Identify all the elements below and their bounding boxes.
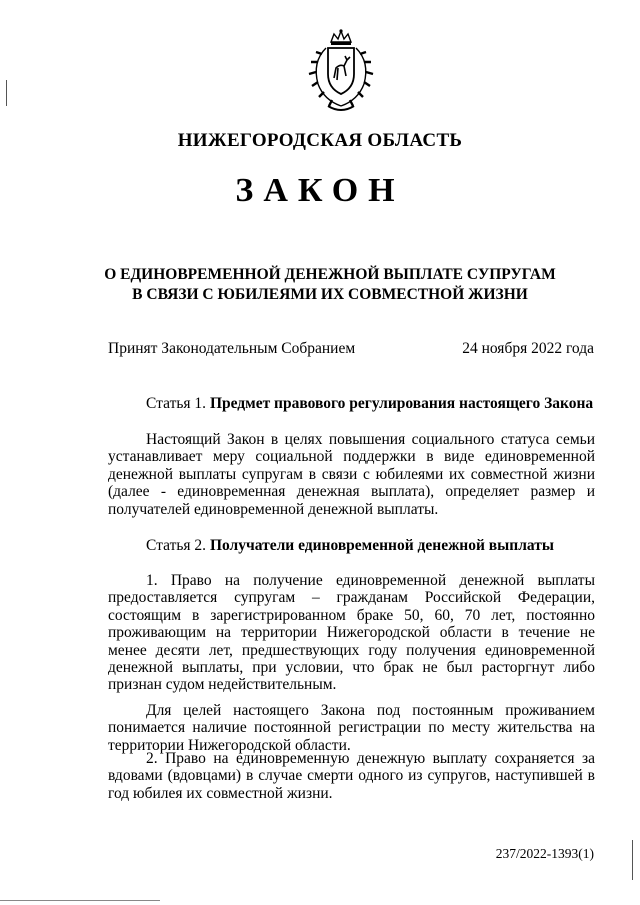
adopted-date: 24 ноября 2022 года (462, 340, 594, 357)
article-1-text: Настоящий Закон в целях повышения социального статуса семьи устанавливает меру социальной поддержки в виде единовременной денежной выплаты супругам в связи с юбилеями их совместной жизни (далее - единовременная денежная выплата), определяет размер и получателей единовременной денежной выплаты. (108, 431, 595, 518)
scan-bottom-mark (0, 900, 160, 901)
adopted-by: Принят Законодательным Собранием (108, 340, 356, 357)
article-2-paragraph-1: 1. Право на получение единовременной денежной выплаты предоставляется супругам – гражданам Российской Федерации, состоящим в зарегистрированном браке 50, 60, 70 лет, постоянно проживающим на территории Нижегородской области в течение не менее десяти лет, предшествующих году получения единовременной денежной выплаты, при условии, что брак не был расторгнут либо признан судом недействительным. (108, 572, 595, 694)
article-2-label: Статья 2. (146, 537, 207, 554)
scan-edge-mark (632, 840, 633, 880)
article-1-heading (146, 395, 593, 413)
document-code: 237/2022-1393(1) (495, 846, 594, 861)
scan-edge-mark (6, 80, 7, 106)
coat-of-arms-icon (298, 28, 384, 114)
document-type: ЗАКОН (235, 172, 405, 209)
article-1-label: Статья 1. (146, 395, 207, 412)
article-1-title: Предмет правового регулирования настоящего Закона (209, 395, 594, 412)
region-name: НИЖЕГОРОДСКАЯ ОБЛАСТЬ (177, 130, 463, 151)
article-2-paragraph-2: Для целей настоящего Закона под постоянным проживанием понимается наличие постоянной регистрации по месту жительства на территории Нижегородской области. (108, 702, 595, 754)
article-2-paragraph-3: 2. Право на единовременную денежную выплату сохраняется за вдовами (вдовцами) в случае смерти одного из супругов, наступившей в год юбилея их совместной жизни. (108, 750, 595, 802)
law-title-line-1: О ЕДИНОВРЕМЕННОЙ ДЕНЕЖНОЙ ВЫПЛАТЕ СУПРУГАМ (104, 266, 556, 283)
article-2-title: Получатели единовременной денежной выплаты (209, 537, 554, 554)
article-2-heading (146, 537, 554, 555)
law-title (60, 265, 600, 305)
law-title-line-2: В СВЯЗИ С ЮБИЛЕЯМИ ИХ СОВМЕСТНОЙ ЖИЗНИ (132, 286, 528, 303)
